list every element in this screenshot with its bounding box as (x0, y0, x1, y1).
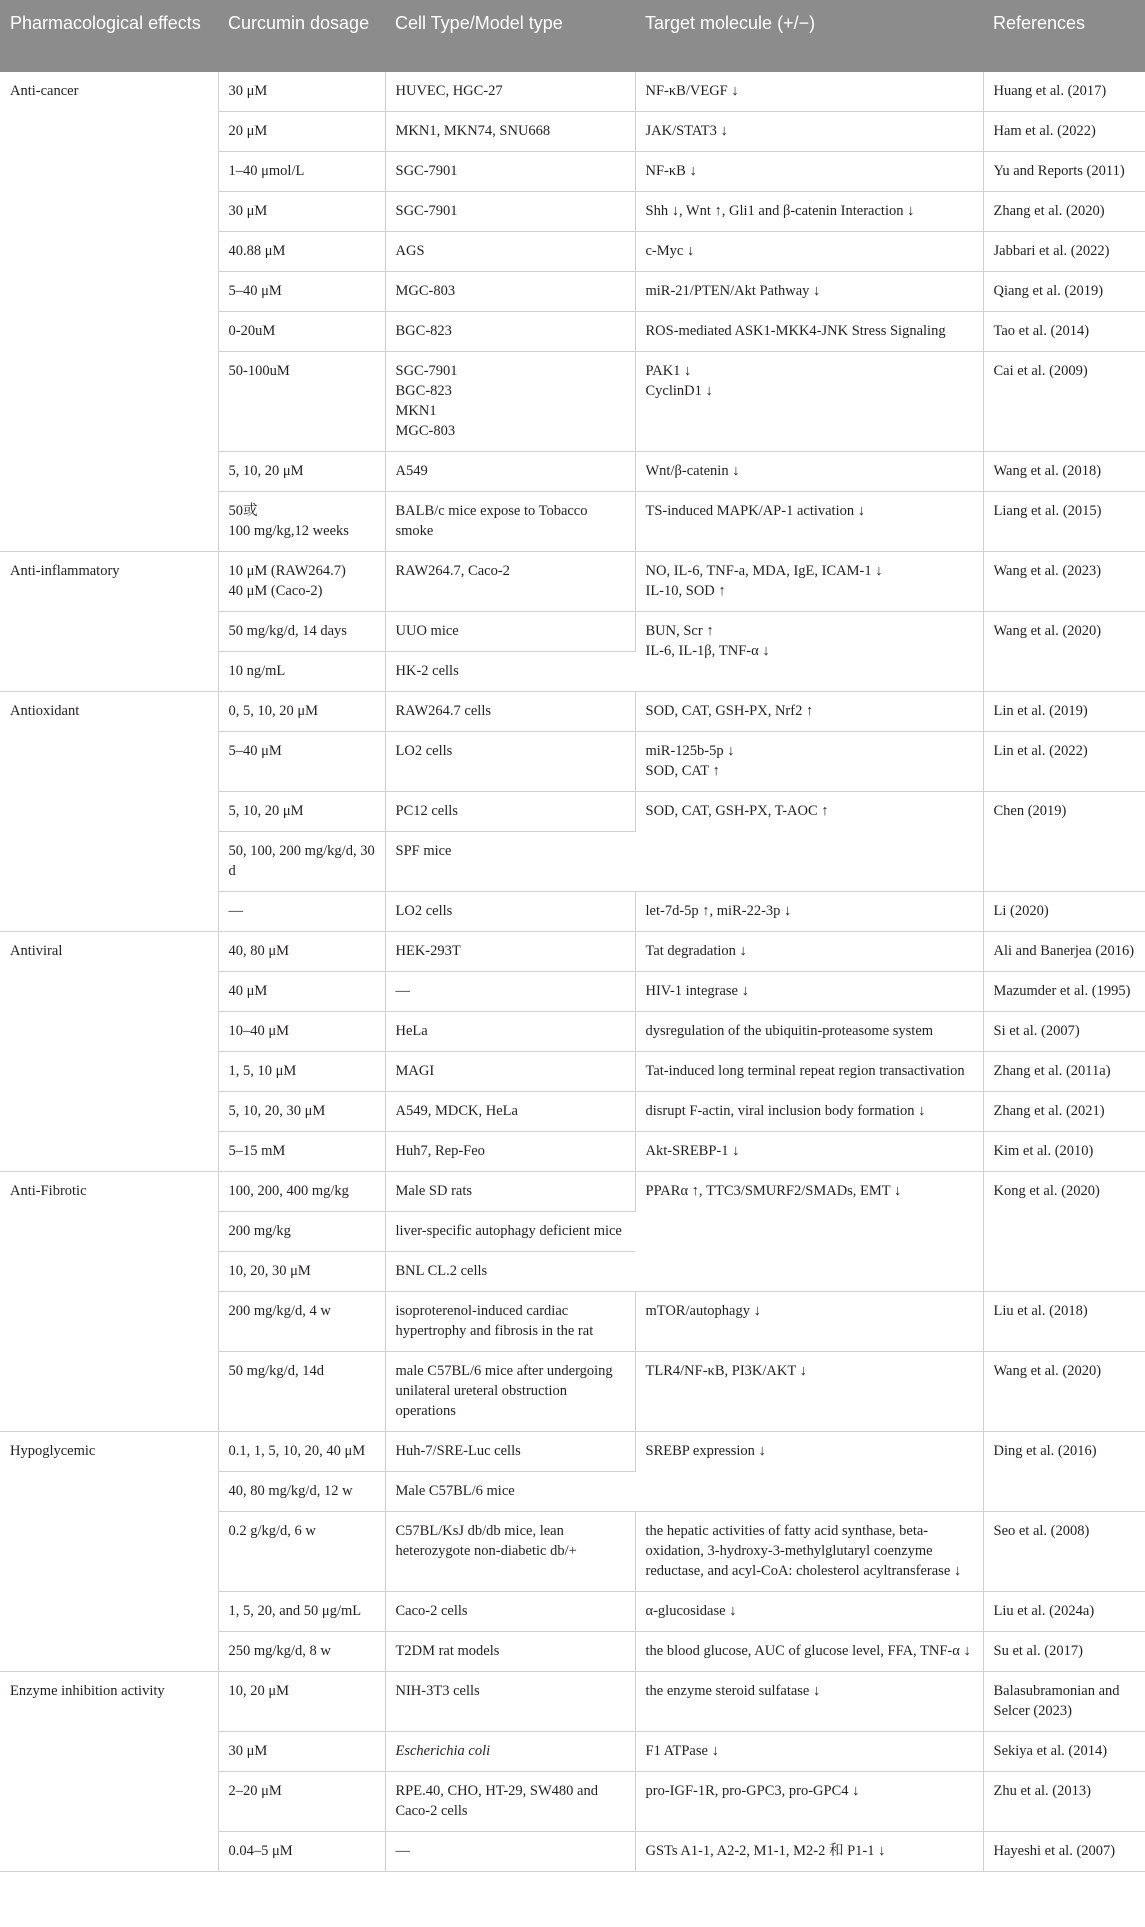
dosage-cell: 100, 200, 400 mg/kg (218, 1172, 385, 1212)
dosage-cell: 1–40 μmol/L (218, 152, 385, 192)
reference-cell: Liang et al. (2015) (983, 492, 1145, 552)
target-cell: the enzyme steroid sulfatase ↓ (635, 1672, 983, 1732)
model-line: MGC-803 (395, 423, 456, 439)
group-anti-cancer: Anti-cancer (0, 72, 218, 552)
target-line: IL-6, IL-1β, TNF-α ↓ (645, 643, 770, 659)
target-cell: NF-κB/VEGF ↓ (635, 72, 983, 112)
dosage-cell (218, 552, 385, 612)
dosage-cell: 30 μM (218, 192, 385, 232)
dosage-line: 40 μM (Caco-2) (228, 583, 323, 599)
group-antioxidant: Antioxidant (0, 692, 218, 932)
dosage-cell: 200 mg/kg/d, 4 w (218, 1292, 385, 1352)
reference-cell: Cai et al. (2009) (983, 352, 1145, 452)
reference-cell: Qiang et al. (2019) (983, 272, 1145, 312)
reference-cell: Liu et al. (2018) (983, 1292, 1145, 1352)
table-row (0, 692, 1145, 732)
model-cell: — (385, 972, 635, 1012)
reference-cell: Wang et al. (2023) (983, 552, 1145, 612)
target-line: SOD, CAT ↑ (645, 763, 720, 779)
model-cell: BNL CL.2 cells (385, 1252, 635, 1292)
target-cell: Akt-SREBP-1 ↓ (635, 1132, 983, 1172)
dosage-line: 10 μM (RAW264.7) (228, 563, 346, 579)
model-cell: AGS (385, 232, 635, 272)
target-cell: the blood glucose, AUC of glucose level, FFA, TNF-α ↓ (635, 1632, 983, 1672)
model-line: SGC-7901 (395, 363, 458, 379)
model-cell: HUVEC, HGC-27 (385, 72, 635, 112)
target-cell: Tat degradation ↓ (635, 932, 983, 972)
dosage-cell: 50 mg/kg/d, 14 days (218, 612, 385, 652)
model-cell: C57BL/KsJ db/db mice, lean heterozygote non-diabetic db/+ (385, 1512, 635, 1592)
reference-cell: Liu et al. (2024a) (983, 1592, 1145, 1632)
model-line: MKN1 (395, 403, 437, 419)
target-cell: Shh ↓, Wnt ↑, Gli1 and β-catenin Interaction ↓ (635, 192, 983, 232)
reference-cell: Zhang et al. (2011a) (983, 1052, 1145, 1092)
target-cell: SOD, CAT, GSH-PX, T-AOC ↑ (635, 792, 983, 892)
model-line: BGC-823 (395, 383, 452, 399)
reference-cell: Lin et al. (2022) (983, 732, 1145, 792)
dosage-cell: 5, 10, 20 μM (218, 452, 385, 492)
target-cell (635, 552, 983, 612)
dosage-cell: 1, 5, 20, and 50 μg/mL (218, 1592, 385, 1632)
reference-cell: Wang et al. (2020) (983, 612, 1145, 692)
dosage-cell: 250 mg/kg/d, 8 w (218, 1632, 385, 1672)
target-line: PAK1 ↓ (645, 363, 692, 379)
dosage-cell: 50 mg/kg/d, 14d (218, 1352, 385, 1432)
dosage-cell: 40, 80 μM (218, 932, 385, 972)
dosage-cell: 40.88 μM (218, 232, 385, 272)
dosage-cell: 40, 80 mg/kg/d, 12 w (218, 1472, 385, 1512)
model-cell: liver-specific autophagy deficient mice (385, 1212, 635, 1252)
table-row (0, 1672, 1145, 1732)
group-hypoglycemic: Hypoglycemic (0, 1432, 218, 1672)
target-cell: the hepatic activities of fatty acid synthase, beta-oxidation, 3-hydroxy-3-methylglutaryl coenzyme reductase, and acyl-CoA: cholesterol acyltransferase ↓ (635, 1512, 983, 1592)
model-cell: RPE.40, CHO, HT-29, SW480 and Caco-2 cells (385, 1772, 635, 1832)
table-row (0, 1432, 1145, 1472)
reference-cell: Mazumder et al. (1995) (983, 972, 1145, 1012)
dosage-cell (218, 492, 385, 552)
model-cell: RAW264.7, Caco-2 (385, 552, 635, 612)
dosage-cell: 5, 10, 20 μM (218, 792, 385, 832)
header-cell-type: Cell Type/Model type (385, 0, 635, 72)
model-cell: MAGI (385, 1052, 635, 1092)
dosage-cell: 50-100uM (218, 352, 385, 452)
target-line: IL-10, SOD ↑ (645, 583, 726, 599)
group-anti-fibrotic: Anti-Fibrotic (0, 1172, 218, 1432)
target-cell: SOD, CAT, GSH-PX, Nrf2 ↑ (635, 692, 983, 732)
dosage-cell: 40 μM (218, 972, 385, 1012)
model-cell: MKN1, MKN74, SNU668 (385, 112, 635, 152)
target-cell: α-glucosidase ↓ (635, 1592, 983, 1632)
target-line: BUN, Scr ↑ (645, 623, 714, 639)
table-row (0, 72, 1145, 112)
reference-cell: Wang et al. (2018) (983, 452, 1145, 492)
reference-cell: Sekiya et al. (2014) (983, 1732, 1145, 1772)
target-cell (635, 612, 983, 692)
target-cell: SREBP expression ↓ (635, 1432, 983, 1512)
target-cell: c-Myc ↓ (635, 232, 983, 272)
target-cell: TLR4/NF-κB, PI3K/AKT ↓ (635, 1352, 983, 1432)
reference-cell: Zhang et al. (2021) (983, 1092, 1145, 1132)
target-cell: TS-induced MAPK/AP-1 activation ↓ (635, 492, 983, 552)
target-cell: F1 ATPase ↓ (635, 1732, 983, 1772)
dosage-cell: 5–40 μM (218, 272, 385, 312)
target-cell: disrupt F-actin, viral inclusion body formation ↓ (635, 1092, 983, 1132)
model-cell: SPF mice (385, 832, 635, 892)
header-target-molecule: Target molecule (+/−) (635, 0, 983, 72)
target-cell (635, 732, 983, 792)
model-cell: — (385, 1832, 635, 1872)
model-cell: male C57BL/6 mice after undergoing unilateral ureteral obstruction operations (385, 1352, 635, 1432)
model-cell: BALB/c mice expose to Tobacco smoke (385, 492, 635, 552)
target-cell: miR-21/PTEN/Akt Pathway ↓ (635, 272, 983, 312)
target-line: CyclinD1 ↓ (645, 383, 713, 399)
dosage-cell: 10, 20, 30 μM (218, 1252, 385, 1292)
target-line: miR-125b-5p ↓ (645, 743, 735, 759)
model-cell: Male C57BL/6 mice (385, 1472, 635, 1512)
dosage-cell: 0-20uM (218, 312, 385, 352)
model-cell: LO2 cells (385, 892, 635, 932)
reference-cell: Balasubramonian and Selcer (2023) (983, 1672, 1145, 1732)
reference-cell: Si et al. (2007) (983, 1012, 1145, 1052)
dosage-line: 50或 (228, 503, 258, 519)
table-header-row (0, 0, 1145, 72)
dosage-cell: 10, 20 μM (218, 1672, 385, 1732)
dosage-cell: 0, 5, 10, 20 μM (218, 692, 385, 732)
model-cell: SGC-7901 (385, 152, 635, 192)
target-cell: dysregulation of the ubiquitin-proteasome system (635, 1012, 983, 1052)
model-cell: T2DM rat models (385, 1632, 635, 1672)
reference-cell: Yu and Reports (2011) (983, 152, 1145, 192)
model-cell: HK-2 cells (385, 652, 635, 692)
dosage-cell: 2–20 μM (218, 1772, 385, 1832)
reference-cell: Ali and Banerjea (2016) (983, 932, 1145, 972)
dosage-cell: 5–15 mM (218, 1132, 385, 1172)
table-row (0, 1172, 1145, 1212)
reference-cell: Huang et al. (2017) (983, 72, 1145, 112)
model-cell: PC12 cells (385, 792, 635, 832)
reference-cell: Ding et al. (2016) (983, 1432, 1145, 1512)
target-cell: Tat-induced long terminal repeat region transactivation (635, 1052, 983, 1092)
dosage-line: 100 mg/kg,12 weeks (228, 523, 349, 539)
reference-cell: Lin et al. (2019) (983, 692, 1145, 732)
target-line: NO, IL-6, TNF-a, MDA, IgE, ICAM-1 ↓ (645, 563, 883, 579)
target-cell: JAK/STAT3 ↓ (635, 112, 983, 152)
target-cell: ROS-mediated ASK1-MKK4-JNK Stress Signaling (635, 312, 983, 352)
target-cell: mTOR/autophagy ↓ (635, 1292, 983, 1352)
reference-cell: Kim et al. (2010) (983, 1132, 1145, 1172)
target-cell: HIV-1 integrase ↓ (635, 972, 983, 1012)
target-cell: pro-IGF-1R, pro-GPC3, pro-GPC4 ↓ (635, 1772, 983, 1832)
dosage-cell: 10 ng/mL (218, 652, 385, 692)
target-cell (635, 352, 983, 452)
model-cell: HEK-293T (385, 932, 635, 972)
reference-cell: Kong et al. (2020) (983, 1172, 1145, 1292)
model-cell: A549 (385, 452, 635, 492)
dosage-cell: 0.2 g/kg/d, 6 w (218, 1512, 385, 1592)
reference-cell: Wang et al. (2020) (983, 1352, 1145, 1432)
dosage-cell: 1, 5, 10 μM (218, 1052, 385, 1092)
reference-cell: Li (2020) (983, 892, 1145, 932)
group-antiviral: Antiviral (0, 932, 218, 1172)
dosage-cell: 5, 10, 20, 30 μM (218, 1092, 385, 1132)
header-references: References (983, 0, 1145, 72)
reference-cell: Zhu et al. (2013) (983, 1772, 1145, 1832)
dosage-cell: 0.1, 1, 5, 10, 20, 40 μM (218, 1432, 385, 1472)
header-curcumin-dosage: Curcumin dosage (218, 0, 385, 72)
dosage-cell: — (218, 892, 385, 932)
model-cell: UUO mice (385, 612, 635, 652)
dosage-cell: 200 mg/kg (218, 1212, 385, 1252)
reference-cell: Tao et al. (2014) (983, 312, 1145, 352)
table-row (0, 552, 1145, 612)
header-pharmacological-effects: Pharmacological effects (0, 0, 218, 72)
group-enzyme-inhibition: Enzyme inhibition activity (0, 1672, 218, 1872)
model-cell: isoproterenol-induced cardiac hypertrophy and fibrosis in the rat (385, 1292, 635, 1352)
model-cell: Caco-2 cells (385, 1592, 635, 1632)
dosage-cell: 10–40 μM (218, 1012, 385, 1052)
dosage-cell: 20 μM (218, 112, 385, 152)
model-cell: HeLa (385, 1012, 635, 1052)
dosage-cell: 5–40 μM (218, 732, 385, 792)
reference-cell: Seo et al. (2008) (983, 1512, 1145, 1592)
target-cell: NF-κB ↓ (635, 152, 983, 192)
model-cell (385, 352, 635, 452)
reference-cell: Su et al. (2017) (983, 1632, 1145, 1672)
target-cell: GSTs A1-1, A2-2, M1-1, M2-2 和 P1-1 ↓ (635, 1832, 983, 1872)
model-cell: Male SD rats (385, 1172, 635, 1212)
target-cell: let-7d-5p ↑, miR-22-3p ↓ (635, 892, 983, 932)
dosage-cell: 50, 100, 200 mg/kg/d, 30 d (218, 832, 385, 892)
target-cell: PPARα ↑, TTC3/SMURF2/SMADs, EMT ↓ (635, 1172, 983, 1292)
table-row (0, 932, 1145, 972)
reference-cell: Jabbari et al. (2022) (983, 232, 1145, 272)
model-cell: Huh7, Rep-Feo (385, 1132, 635, 1172)
model-cell: LO2 cells (385, 732, 635, 792)
reference-cell: Hayeshi et al. (2007) (983, 1832, 1145, 1872)
model-cell: Huh-7/SRE-Luc cells (385, 1432, 635, 1472)
group-anti-inflammatory: Anti-inflammatory (0, 552, 218, 692)
reference-cell: Ham et al. (2022) (983, 112, 1145, 152)
dosage-cell: 30 μM (218, 1732, 385, 1772)
reference-cell: Chen (2019) (983, 792, 1145, 892)
model-cell: RAW264.7 cells (385, 692, 635, 732)
model-cell: Escherichia coli (385, 1732, 635, 1772)
target-cell: Wnt/β-catenin ↓ (635, 452, 983, 492)
reference-cell: Zhang et al. (2020) (983, 192, 1145, 232)
model-cell: SGC-7901 (385, 192, 635, 232)
dosage-cell: 30 μM (218, 72, 385, 112)
model-cell: A549, MDCK, HeLa (385, 1092, 635, 1132)
model-cell: BGC-823 (385, 312, 635, 352)
model-cell: NIH-3T3 cells (385, 1672, 635, 1732)
model-cell: MGC-803 (385, 272, 635, 312)
dosage-cell: 0.04–5 μM (218, 1832, 385, 1872)
